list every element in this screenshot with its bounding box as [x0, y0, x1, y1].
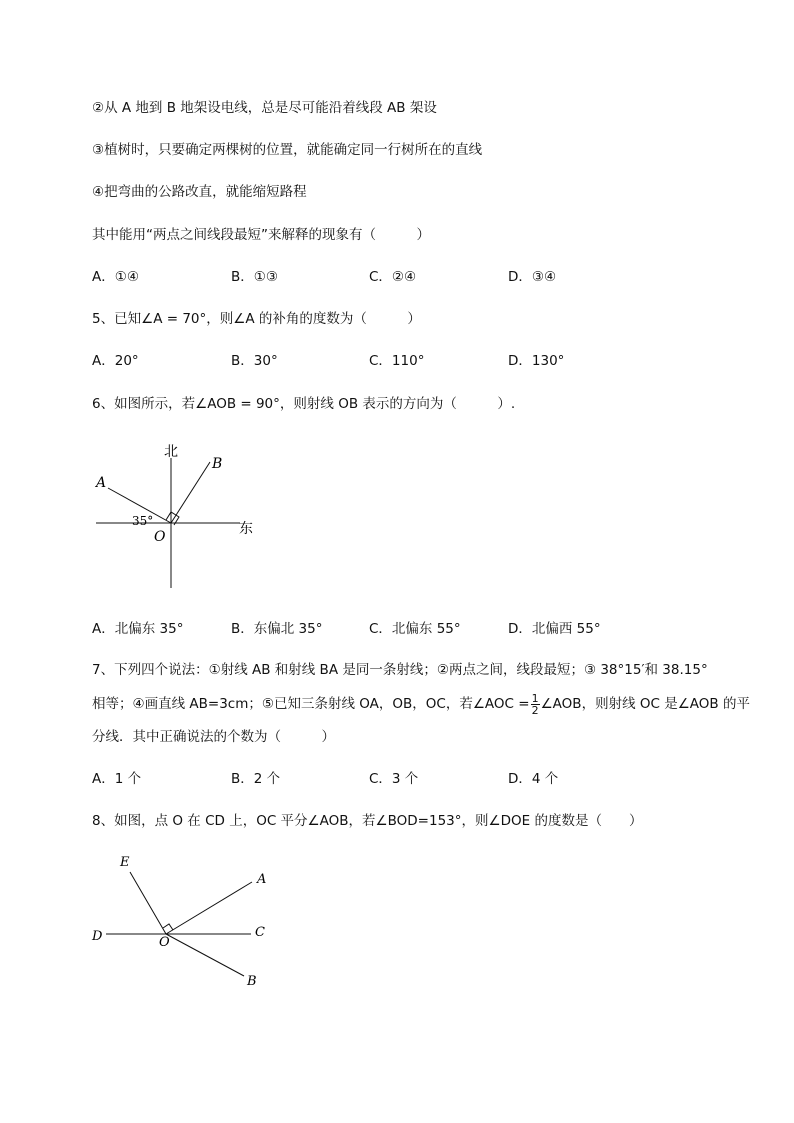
statement-2: ②从 A 地到 B 地架设电线，总是尽可能沿着线段 AB 架设 — [92, 100, 437, 116]
north-label: 北 — [164, 444, 178, 460]
q5-option-b: B．30° — [231, 353, 278, 369]
q7-option-c: C．3 个 — [369, 771, 419, 787]
angle-35-label: 35° — [132, 514, 154, 528]
ray-oe — [130, 872, 166, 934]
q6-option-c: C．北偏东 55° — [369, 621, 461, 637]
q7-line2-part-a: 相等；④画直线 AB=3cm；⑤已知三条射线 OA，OB，OC，若∠AOC = — [92, 696, 530, 712]
q5-option-c: C．110° — [369, 353, 425, 369]
ray-ob — [166, 934, 244, 976]
q7-option-b: B．2 个 — [231, 771, 281, 787]
point-b-label: B — [247, 974, 257, 989]
question-7-line-1: 7、下列四个说法：①射线 AB 和射线 BA 是同一条射线；②两点之间，线段最短；③ 38°15′和 38.15° — [92, 662, 708, 678]
point-o-label: O — [159, 935, 170, 950]
question-7-line-2 — [92, 691, 750, 717]
q6-option-d: D．北偏西 55° — [508, 621, 601, 637]
ray-ob — [171, 462, 210, 523]
q8-angle-figure — [88, 850, 288, 995]
fraction-denominator: 2 — [531, 703, 539, 717]
q6-option-a: A．北偏东 35° — [92, 621, 184, 637]
q4-option-d: D．③④ — [508, 269, 557, 285]
q5-option-a: A．20° — [92, 353, 139, 369]
question-6-stem: 6、如图所示，若∠AOB = 90°，则射线 OB 表示的方向为（ ）. — [92, 396, 516, 412]
q6-direction-figure — [88, 436, 288, 596]
question-5-stem: 5、已知∠A = 70°，则∠A 的补角的度数为（ ） — [92, 311, 421, 327]
point-d-label: D — [92, 929, 103, 944]
point-a-label: A — [96, 475, 107, 491]
q4-option-a: A．①④ — [92, 269, 139, 285]
statement-3: ③植树时，只要确定两棵树的位置，就能确定同一行树所在的直线 — [92, 142, 483, 158]
question-8-stem: 8、如图，点 O 在 CD 上，OC 平分∠AOB，若∠BOD=153°，则∠DOE 的度数是（ ） — [92, 813, 643, 829]
q5-option-d: D．130° — [508, 353, 565, 369]
point-e-label: E — [120, 855, 130, 870]
question-4-stem: 其中能用“两点之间线段最短”来解释的现象有（ ） — [92, 227, 430, 243]
q7-option-d: D．4 个 — [508, 771, 559, 787]
statement-4: ④把弯曲的公路改直，就能缩短路程 — [92, 184, 307, 200]
east-label: 东 — [239, 521, 253, 537]
question-7-line-3: 分线．其中正确说法的个数为（ ） — [92, 729, 335, 745]
q6-option-b: B．东偏北 35° — [231, 621, 323, 637]
point-c-label: C — [255, 925, 265, 940]
point-a-label: A — [257, 872, 267, 887]
fraction-one-half — [531, 693, 540, 716]
right-angle-mark — [163, 924, 173, 930]
q4-option-b: B．①③ — [231, 269, 278, 285]
q7-option-a: A．1 个 — [92, 771, 142, 787]
ray-oa — [166, 882, 252, 934]
fraction-numerator: 1 — [531, 691, 539, 705]
q7-line2-part-b: ∠AOB，则射线 OC 是∠AOB 的平 — [540, 696, 750, 712]
point-b-label: B — [212, 456, 223, 472]
q4-option-c: C．②④ — [369, 269, 417, 285]
point-o-label: O — [154, 529, 166, 545]
